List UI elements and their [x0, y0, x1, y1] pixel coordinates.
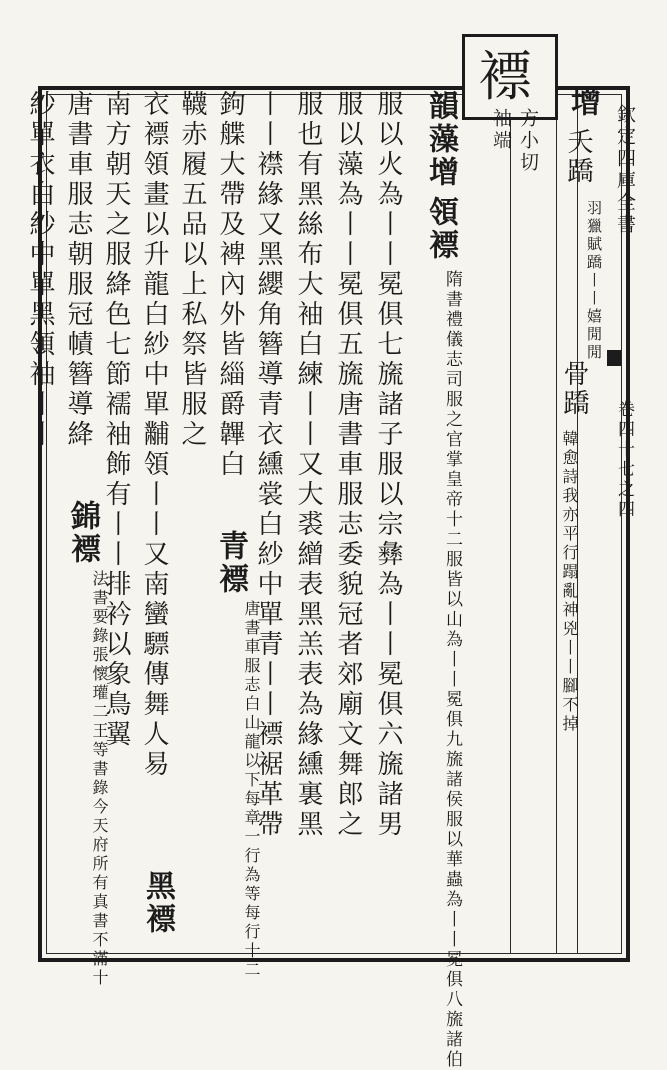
library-title: 欽定四庫全書 [614, 104, 636, 236]
heading-gloss: 袖端 [490, 108, 512, 152]
text-column: 服以火為丨丨冕俱七旒諸子服以宗彝為丨丨冕俱六旒諸男 [373, 90, 403, 840]
text-column: 丨丨襟緣又黑纓角簪導青衣纁裳白紗中單青丨丨褾裾革帶 [253, 90, 283, 840]
entry-note: 法書要錄張懷瓘二王等書錄今天府所有真書不滿十 [90, 570, 109, 988]
text-column: 衣褾領畫以升龍白紗中單黼領丨丨又南蠻驃傳舞人易 [139, 90, 169, 780]
fish-tail-mark [607, 350, 621, 366]
column-rule [510, 120, 511, 954]
heading-character: 褾 [478, 45, 532, 108]
text-column: 韈赤履五品以上私祭皆服之 [177, 90, 207, 450]
section-heading: 韻藻增 [423, 90, 458, 189]
entry-note: 隋書禮儀志司服之官掌皇帝十二服皆以山為丨丨冕俱九旒諸侯服以華蟲為丨丨冕俱八旒諸伯 [442, 270, 462, 1070]
text-column: 南方朝天之服絳色七節襦袖飾有丨丨排衿以象鳥翼 [101, 90, 131, 750]
text-column: 唐書車服志朝服冠幘簪導絳 [63, 90, 93, 450]
text-column: 紗單衣白紗中單黑領袖丨丨 [25, 90, 55, 450]
text-column: 鉤艓大帶及裨內外皆緇爵韠白 [215, 90, 245, 480]
heading-pronunciation: 方小切 [517, 108, 539, 174]
column-rule [556, 120, 557, 954]
text-column: 服也有黑絲布大袖白練丨丨又大裘繒表黑羔表為緣纁裏黑 [293, 90, 323, 840]
entry-term: 青褾 [213, 530, 248, 596]
entry-term: 骨蹻 [559, 360, 589, 418]
entry-term: 黑褾 [140, 870, 175, 936]
entry-head: 增 [565, 86, 600, 119]
entry-note: 羽獵賦蹻丨丨嬉閒閒 [585, 200, 603, 362]
volume-number: 卷四十七之四 [614, 400, 634, 520]
entry-note: 韓愈詩我亦平行蹋亂神兇丨丨腳不掉 [560, 430, 579, 734]
entry-term: 領褾 [423, 196, 458, 262]
entry-term: 錦褾 [65, 500, 100, 566]
text-column: 服以藻為丨丨冕俱五旒唐書車服志委貌冠者郊廟文舞郎之 [333, 90, 363, 840]
entry-term: 夭蹻 [563, 128, 593, 186]
entry-note: 唐書車服志白山龍以下每章一行為等每行十二 [242, 600, 261, 980]
